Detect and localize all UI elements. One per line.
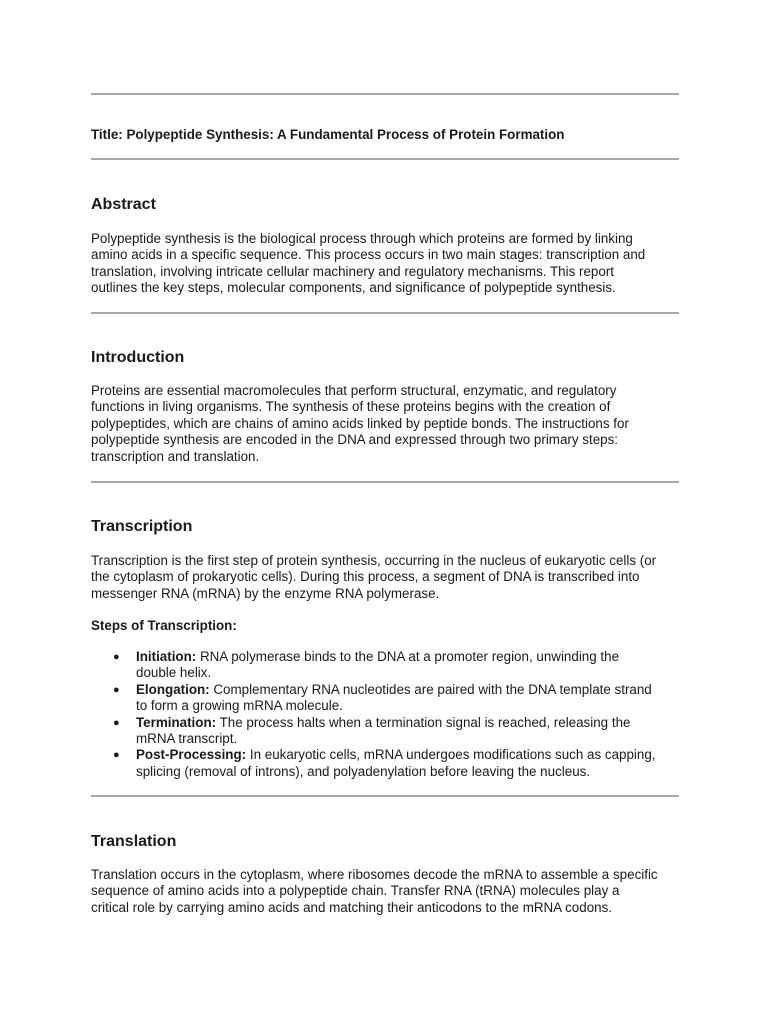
- bullet-icon: ●: [113, 716, 120, 729]
- step-text-continued: splicing (removal of introns), and polyadenylation before leaving the nucleus.: [136, 763, 591, 779]
- list-item: [91, 747, 681, 780]
- step-term: Initiation:: [136, 649, 197, 664]
- transcription-line: messenger RNA (mRNA) by the enzyme RNA polymerase.: [91, 585, 440, 601]
- step-text-continued: double helix.: [136, 665, 212, 681]
- step-text: Complementary RNA nucleotides are paired with the DNA template strand: [209, 681, 652, 697]
- step-term: Post-Processing:: [136, 747, 247, 763]
- introduction-paragraph: [91, 383, 681, 465]
- horizontal-rule-introduction: [91, 481, 679, 483]
- introduction-line: polypeptide synthesis are encoded in the DNA and expressed through two primary steps:: [91, 432, 619, 448]
- bullet-icon: ●: [113, 683, 120, 696]
- steps-of-transcription-heading: Steps of Transcription:: [91, 618, 237, 633]
- abstract-line: Polypeptide synthesis is the biological process through which proteins are formed by linking: [91, 231, 633, 246]
- abstract-line: translation, involving intricate cellular machinery and regulatory mechanisms. This report: [91, 263, 614, 279]
- horizontal-rule-abstract: [91, 312, 679, 314]
- transcription-line: Transcription is the first step of protein synthesis, occurring in the nucleus of eukaryotic cells (or: [91, 553, 657, 568]
- bullet-icon: ●: [113, 651, 120, 663]
- introduction-line: Proteins are essential macromolecules that perform structural, enzymatic, and regulatory: [91, 383, 617, 398]
- step-text-continued: mRNA transcript.: [136, 731, 238, 747]
- step-text: RNA polymerase binds to the DNA at a promoter region, unwinding the: [196, 649, 620, 664]
- step-text-continued: to form a growing mRNA molecule.: [136, 698, 343, 714]
- translation-line: Translation occurs in the cytoplasm, where ribosomes decode the mRNA to assemble a specific: [91, 867, 658, 882]
- step-text: The process halts when a termination signal is reached, releasing the: [216, 714, 631, 730]
- horizontal-rule-title: [91, 158, 679, 160]
- introduction-line: transcription and translation.: [91, 448, 260, 464]
- step-text: In eukaryotic cells, mRNA undergoes modifications such as capping,: [246, 747, 656, 763]
- abstract-line: amino acids in a specific sequence. This process occurs in two main stages: transcription and: [91, 247, 646, 263]
- transcription-steps-list: [91, 649, 681, 780]
- translation-line: critical role by carrying amino acids and matching their anticodons to the mRNA codons.: [91, 899, 612, 915]
- introduction-heading: Introduction: [91, 349, 185, 366]
- document-title: Title: Polypeptide Synthesis: A Fundamental Process of Protein Formation: [91, 127, 565, 142]
- step-term: Termination:: [136, 714, 217, 730]
- translation-heading: Translation: [91, 833, 177, 850]
- list-item: [91, 682, 681, 715]
- abstract-line: outlines the key steps, molecular components, and significance of polypeptide synthesis.: [91, 280, 616, 296]
- list-item: [91, 649, 681, 682]
- transcription-paragraph: [91, 553, 681, 602]
- abstract-paragraph: [91, 231, 681, 297]
- horizontal-rule-transcription: [91, 795, 679, 797]
- bullet-icon: ●: [113, 749, 120, 762]
- horizontal-rule-top: [91, 93, 679, 95]
- translation-line: sequence of amino acids into a polypeptide chain. Transfer RNA (tRNA) molecules play a: [91, 883, 620, 899]
- list-item: [91, 715, 681, 748]
- introduction-line: polypeptides, which are chains of amino acids linked by peptide bonds. The instructions for: [91, 415, 629, 431]
- transcription-heading: Transcription: [91, 518, 193, 535]
- translation-paragraph: [91, 867, 681, 916]
- step-term: Elongation:: [136, 681, 210, 697]
- transcription-line: the cytoplasm of prokaryotic cells). During this process, a segment of DNA is transcribed into: [91, 569, 640, 585]
- introduction-line: functions in living organisms. The synthesis of these proteins begins with the creation of: [91, 399, 611, 415]
- abstract-heading: Abstract: [91, 196, 156, 213]
